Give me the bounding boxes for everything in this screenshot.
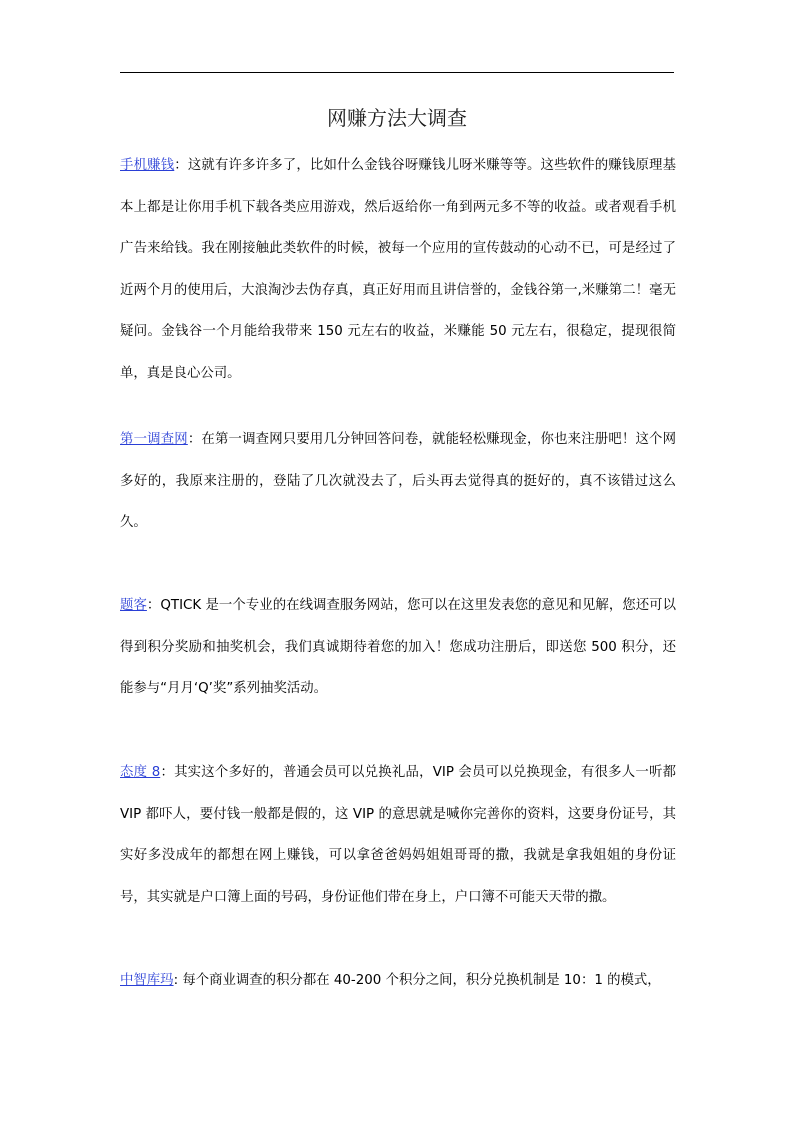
- link-taidu8[interactable]: 态度 8: [120, 765, 161, 780]
- section-tike: [120, 585, 676, 710]
- section-text: ：这就有许多许多了，比如什么金钱谷呀赚钱儿呀米赚等等。这些软件的赚钱原理基本上都是让你用手机下载各类应用游戏，然后返给你一角到两元多不等的收益。或者观看手机广告来给钱。我在刚接触此类软件的时候，被每一个应用的宣传鼓动的心动不已，可是经过了近两个月的使用后，大浪淘沙去伪存真，真正好用而且讲信誉的，金钱谷第一,米赚第二！毫无疑问。金钱谷一个月能给我带来 150 元左右的收益，米赚能 50 元左右，很稳定，提现很简单，真是良心公司。: [120, 158, 677, 381]
- link-mobile-earning[interactable]: 手机赚钱: [120, 158, 175, 173]
- document-title: 网赚方法大调查: [327, 106, 467, 130]
- section-first-survey: [120, 419, 676, 544]
- header-rule: [120, 72, 674, 73]
- section-mobile-earning: [120, 145, 676, 394]
- section-text: ：QTICK 是一个专业的在线调查服务网站，您可以在这里发表您的意见和见解，您还可以得到积分奖励和抽奖机会，我们真诚期待着您的加入！您成功注册后，即送您 500 积分，还能参与“月月‘Q’奖”系列抽奖活动。: [120, 598, 677, 696]
- section-text: ：在第一调查网只要用几分钟回答问卷，就能轻松赚现金，你也来注册吧！这个网多好的，我原来注册的，登陆了几次就没去了，后头再去觉得真的挺好的，真不该错过这么久。: [120, 432, 676, 530]
- link-first-survey[interactable]: 第一调查网: [120, 432, 188, 447]
- link-tike[interactable]: 题客: [120, 598, 147, 613]
- section-zhongzhi: [120, 960, 676, 1002]
- section-taidu8: [120, 752, 676, 918]
- section-text: ：其实这个多好的，普通会员可以兑换礼品，VIP 会员可以兑换现金，有很多人一听都 VIP 都吓人，要付钱一般都是假的，这 VIP 的意思就是喊你完善你的资料，这要身份证号，其实好多没成年的都想在网上赚钱，可以拿爸爸妈妈姐姐哥哥的撒，我就是拿我姐姐的身份证号，其实就是户口簿上面的号码，身份证他们带在身上，户口簿不可能天天带的撒。: [120, 765, 676, 905]
- link-zhongzhi[interactable]: 中智库玛: [120, 973, 174, 988]
- section-text: : 每个商业调查的积分都在 40-200 个积分之间，积分兑换机制是 10：1 的模式，: [173, 973, 661, 988]
